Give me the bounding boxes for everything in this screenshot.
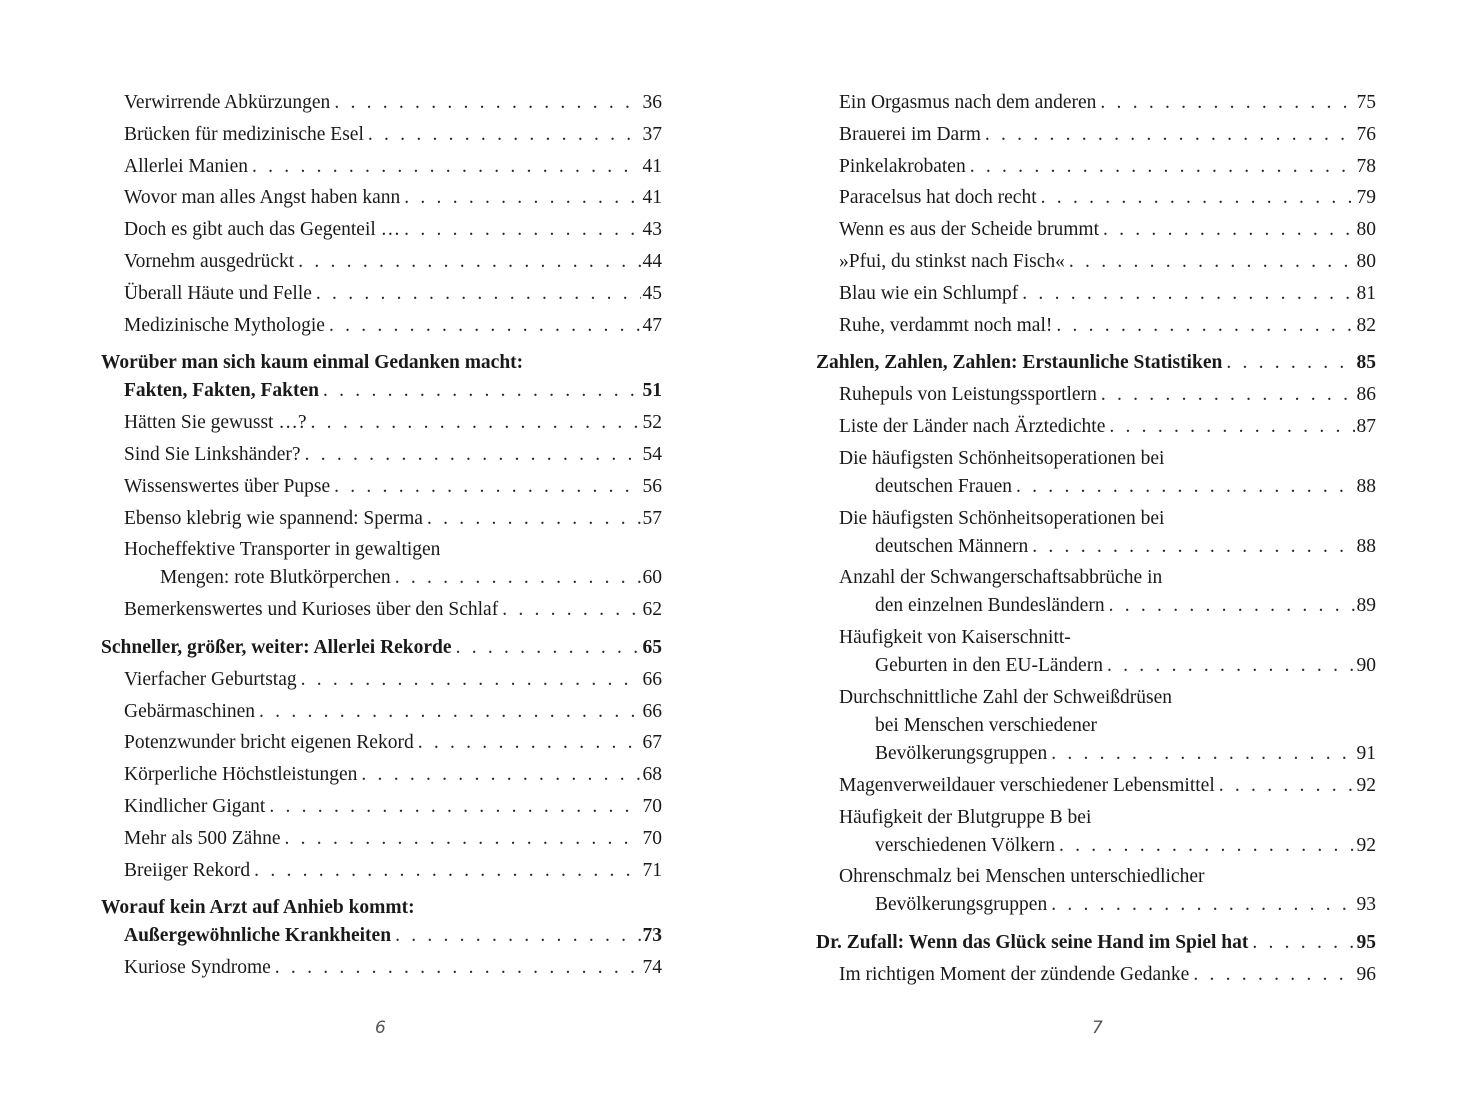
- toc-entry[interactable]: [816, 310, 1376, 342]
- toc-entry-title: verschiedenen Völkern: [875, 834, 1055, 856]
- toc-entry-title: Vornehm ausgedrückt: [124, 250, 295, 272]
- toc-entry-title: Häufigkeit der Blutgruppe B bei: [839, 806, 1092, 828]
- toc-entry[interactable]: [101, 87, 662, 119]
- toc-page-number: 57: [642, 507, 662, 529]
- dot-leader: [254, 855, 640, 887]
- toc-entry-title: Paracelsus hat doch recht: [839, 187, 1037, 209]
- toc-entry-title: Pinkelakrobaten: [839, 155, 966, 177]
- toc-entry-continuation[interactable]: [816, 650, 1376, 682]
- toc-entry-title: Ruhe, verdammt noch mal!: [839, 314, 1053, 336]
- dot-leader: [301, 664, 641, 696]
- dot-leader: [427, 503, 641, 535]
- toc-entry-title: Wenn es aus der Scheide brummt: [839, 219, 1099, 241]
- toc-page-number: 87: [1356, 415, 1376, 437]
- toc-entry-title: Mengen: rote Blutkörperchen: [160, 567, 391, 589]
- dot-leader: [368, 119, 641, 151]
- toc-entry-title: Kindlicher Gigant: [124, 795, 266, 817]
- toc-page-number: 73: [642, 925, 662, 947]
- toc-entry[interactable]: [816, 503, 1376, 531]
- toc-entry-title: Verwirrende Abkürzungen: [124, 92, 331, 113]
- toc-entry-title: Potenzwunder bricht eigenen Rekord: [124, 732, 414, 754]
- toc-entry-title: Breiiger Rekord: [124, 859, 251, 881]
- toc-entry-title: Körperliche Höchstleistungen: [124, 764, 358, 786]
- toc-entry[interactable]: [816, 682, 1376, 710]
- dot-leader: [334, 471, 640, 503]
- toc-entry[interactable]: [101, 534, 662, 562]
- toc-entry-title: Häufigkeit von Kaiserschnitt-: [839, 627, 1071, 649]
- toc-entry-title: Blau wie ein Schlumpf: [839, 282, 1019, 304]
- right-page: [738, 0, 1476, 1104]
- table-of-contents-right: [816, 87, 1376, 991]
- toc-entry-continuation[interactable]: [816, 531, 1376, 563]
- toc-page-number: 41: [642, 155, 662, 177]
- toc-page-number: 91: [1356, 742, 1376, 764]
- toc-entry-title: Wissenswertes über Pupse: [124, 475, 331, 497]
- dot-leader: [259, 696, 640, 728]
- toc-entry-title: Anzahl der Schwangerschaftsabbrüche in: [839, 567, 1163, 589]
- toc-entry[interactable]: [101, 791, 662, 823]
- toc-page-number: 96: [1356, 963, 1376, 985]
- toc-chapter-title: Zahlen, Zahlen, Zahlen: Erstaunliche Statistiken: [816, 352, 1223, 374]
- toc-entry-title: Allerlei Manien: [124, 155, 248, 177]
- toc-chapter-title: Fakten, Fakten, Fakten: [124, 380, 319, 402]
- toc-entry-title: Brauerei im Darm: [839, 123, 981, 145]
- dot-leader: [1059, 830, 1355, 862]
- toc-chapter-heading[interactable]: [101, 632, 662, 664]
- toc-entry-title: Im richtigen Moment der zündende Gedanke: [839, 963, 1190, 985]
- toc-page-number: 75: [1356, 92, 1376, 113]
- toc-entry-title: Magenverweildauer verschiedener Lebensmittel: [839, 774, 1215, 796]
- toc-entry[interactable]: [816, 959, 1376, 991]
- toc-entry-continuation[interactable]: [816, 590, 1376, 622]
- toc-page-number: 71: [642, 859, 662, 881]
- toc-page-number: 68: [642, 764, 662, 786]
- toc-chapter-title: Worauf kein Arzt auf Anhieb kommt:: [101, 897, 415, 919]
- dot-leader: [985, 119, 1355, 151]
- dot-leader: [1056, 310, 1354, 342]
- toc-chapter-heading[interactable]: [101, 375, 662, 407]
- dot-leader: [1100, 87, 1354, 119]
- dot-leader: [1032, 531, 1354, 563]
- toc-entry-title: deutschen Männern: [875, 535, 1029, 557]
- toc-entry-continuation[interactable]: [816, 710, 1376, 738]
- toc-entry-title: Bevölkerungsgruppen: [875, 894, 1048, 916]
- toc-page-number: 74: [642, 957, 662, 979]
- toc-entry-title: Ebenso klebrig wie spannend: Sperma: [124, 507, 423, 529]
- toc-chapter-title: Außergewöhnliche Krankheiten: [124, 925, 392, 947]
- dot-leader: [1103, 214, 1355, 246]
- toc-entry[interactable]: [101, 151, 662, 183]
- toc-page-number: 82: [1356, 314, 1376, 336]
- toc-entry[interactable]: [101, 727, 662, 759]
- toc-entry[interactable]: [101, 407, 662, 439]
- dot-leader: [1193, 959, 1354, 991]
- toc-entry[interactable]: [101, 439, 662, 471]
- dot-leader: [252, 151, 641, 183]
- toc-entry[interactable]: [101, 182, 662, 214]
- toc-entry-title: Geburten in den EU-Ländern: [875, 655, 1103, 677]
- toc-page-number: 80: [1356, 250, 1376, 272]
- dot-leader: [1252, 927, 1354, 959]
- toc-entry[interactable]: [816, 119, 1376, 151]
- toc-page-number: 51: [642, 380, 662, 402]
- dot-leader: [1101, 379, 1355, 411]
- dot-leader: [970, 151, 1355, 183]
- toc-entry[interactable]: [101, 471, 662, 503]
- dot-leader: [311, 407, 641, 439]
- dot-leader: [502, 594, 640, 626]
- toc-entry-title: Durchschnittliche Zahl der Schweißdrüsen: [839, 686, 1173, 708]
- toc-entry-title: Bevölkerungsgruppen: [875, 742, 1048, 764]
- toc-page-number: 81: [1356, 282, 1376, 304]
- toc-entry-title: Gebärmaschinen: [124, 700, 256, 722]
- toc-page-number: 36: [642, 92, 662, 113]
- dot-leader: [1109, 411, 1354, 443]
- toc-entry-title: bei Menschen verschiedener: [875, 714, 1097, 736]
- toc-chapter-title: Worüber man sich kaum einmal Gedanken macht:: [101, 352, 524, 374]
- toc-chapter-heading[interactable]: [101, 892, 662, 920]
- dot-leader: [1051, 738, 1354, 770]
- toc-entry[interactable]: [816, 861, 1376, 889]
- toc-entry[interactable]: [816, 151, 1376, 183]
- toc-page-number: 52: [642, 412, 662, 434]
- dot-leader: [275, 952, 641, 984]
- toc-chapter-heading[interactable]: [101, 347, 662, 375]
- toc-entry[interactable]: [101, 823, 662, 855]
- dot-leader: [305, 439, 641, 471]
- dot-leader: [1226, 347, 1354, 379]
- toc-page-number: 78: [1356, 155, 1376, 177]
- toc-entry-title: Bemerkenswertes und Kurioses über den Schlaf: [124, 599, 499, 621]
- dot-leader: [1107, 650, 1355, 682]
- toc-entry-title: Medizinische Mythologie: [124, 314, 325, 336]
- toc-entry[interactable]: [816, 443, 1376, 471]
- toc-page-number: 66: [642, 668, 662, 690]
- toc-page-number: 85: [1356, 352, 1376, 374]
- toc-entry-continuation[interactable]: [816, 889, 1376, 921]
- toc-page-number: 60: [642, 567, 662, 589]
- toc-page-number: 95: [1356, 932, 1376, 954]
- toc-entry-title: Ruhepuls von Leistungssportlern: [839, 384, 1097, 406]
- toc-entry[interactable]: [101, 246, 662, 278]
- dot-leader: [404, 214, 640, 246]
- page-number-right: 7: [1092, 1018, 1103, 1038]
- dot-leader: [1041, 182, 1355, 214]
- dot-leader: [316, 278, 641, 310]
- toc-entry-title: Ein Orgasmus nach dem anderen: [839, 92, 1097, 113]
- dot-leader: [1069, 246, 1355, 278]
- dot-leader: [334, 87, 640, 119]
- toc-entry[interactable]: [816, 770, 1376, 802]
- toc-page-number: 65: [642, 636, 662, 658]
- toc-entry-title: deutschen Frauen: [875, 475, 1012, 497]
- dot-leader: [1051, 889, 1354, 921]
- toc-entry[interactable]: [816, 214, 1376, 246]
- dot-leader: [1016, 471, 1355, 503]
- toc-page-number: 54: [642, 443, 662, 465]
- toc-entry-title: Kuriose Syndrome: [124, 957, 271, 979]
- toc-page-number: 62: [642, 599, 662, 621]
- toc-page-number: 37: [642, 123, 662, 145]
- toc-page-number: 86: [1356, 384, 1376, 406]
- toc-entry[interactable]: [101, 278, 662, 310]
- toc-page-number: 89: [1356, 595, 1376, 617]
- dot-leader: [1219, 770, 1355, 802]
- toc-chapter-title: Schneller, größer, weiter: Allerlei Rekorde: [101, 636, 452, 658]
- toc-page-number: 45: [642, 282, 662, 304]
- toc-entry-title: Hätten Sie gewusst …?: [124, 412, 307, 434]
- toc-entry[interactable]: [101, 855, 662, 887]
- table-of-contents-left: [101, 87, 662, 984]
- toc-entry-title: Hocheffektive Transporter in gewaltigen: [124, 539, 441, 561]
- toc-entry-title: Die häufigsten Schönheitsoperationen bei: [839, 447, 1165, 469]
- dot-leader: [404, 182, 640, 214]
- toc-entry-continuation[interactable]: [816, 738, 1376, 770]
- toc-page-number: 88: [1356, 535, 1376, 557]
- dot-leader: [418, 727, 641, 759]
- toc-page-number: 90: [1356, 655, 1376, 677]
- toc-page-number: 80: [1356, 219, 1376, 241]
- toc-entry-title: Sind Sie Linkshänder?: [124, 443, 301, 465]
- dot-leader: [323, 375, 641, 407]
- toc-page-number: 92: [1356, 774, 1376, 796]
- toc-entry[interactable]: [816, 379, 1376, 411]
- toc-entry-title: »Pfui, du stinkst nach Fisch«: [839, 250, 1065, 272]
- toc-entry-title: Mehr als 500 Zähne: [124, 827, 281, 849]
- toc-entry[interactable]: [816, 802, 1376, 830]
- toc-entry-title: Brücken für medizinische Esel: [124, 123, 364, 145]
- dot-leader: [395, 920, 640, 952]
- toc-page-number: 70: [642, 795, 662, 817]
- toc-entry[interactable]: [816, 622, 1376, 650]
- toc-entry[interactable]: [816, 278, 1376, 310]
- dot-leader: [329, 310, 641, 342]
- toc-entry[interactable]: [816, 411, 1376, 443]
- toc-page-number: 92: [1356, 834, 1376, 856]
- toc-entry[interactable]: [101, 503, 662, 535]
- toc-entry[interactable]: [101, 119, 662, 151]
- toc-page-number: 88: [1356, 475, 1376, 497]
- dot-leader: [361, 759, 640, 791]
- toc-page-number: 41: [642, 187, 662, 209]
- toc-entry-title: Vierfacher Geburtstag: [124, 668, 297, 690]
- toc-entry[interactable]: [101, 952, 662, 984]
- toc-entry[interactable]: [101, 759, 662, 791]
- dot-leader: [1022, 278, 1354, 310]
- toc-entry[interactable]: [101, 594, 662, 626]
- toc-entry-title: Wovor man alles Angst haben kann: [124, 187, 401, 209]
- toc-entry-title: Die häufigsten Schönheitsoperationen bei: [839, 507, 1165, 529]
- dot-leader: [269, 791, 640, 823]
- dot-leader: [298, 246, 640, 278]
- toc-entry-title: den einzelnen Bundesländern: [875, 595, 1105, 617]
- dot-leader: [285, 823, 641, 855]
- toc-entry[interactable]: [816, 87, 1376, 119]
- page-number-left: 6: [375, 1018, 386, 1038]
- toc-page-number: 56: [642, 475, 662, 497]
- toc-entry[interactable]: [101, 664, 662, 696]
- toc-chapter-heading[interactable]: [816, 347, 1376, 379]
- toc-entry-title: Liste der Länder nach Ärztedichte: [839, 415, 1106, 437]
- toc-entry-continuation[interactable]: [101, 562, 662, 594]
- toc-page-number: 76: [1356, 123, 1376, 145]
- toc-chapter-heading[interactable]: [101, 920, 662, 952]
- toc-page-number: 44: [642, 250, 662, 272]
- toc-entry[interactable]: [101, 696, 662, 728]
- toc-entry[interactable]: [816, 246, 1376, 278]
- toc-entry[interactable]: [101, 310, 662, 342]
- toc-page-number: 93: [1356, 894, 1376, 916]
- toc-entry[interactable]: [101, 214, 662, 246]
- toc-entry[interactable]: [816, 562, 1376, 590]
- toc-entry-title: Doch es gibt auch das Gegenteil …: [124, 219, 401, 241]
- toc-page-number: 67: [642, 732, 662, 754]
- toc-chapter-heading[interactable]: [816, 927, 1376, 959]
- dot-leader: [456, 632, 641, 664]
- toc-page-number: 66: [642, 700, 662, 722]
- toc-entry[interactable]: [816, 182, 1376, 214]
- toc-page-number: 47: [642, 314, 662, 336]
- toc-page-number: 43: [642, 219, 662, 241]
- toc-entry-continuation[interactable]: [816, 830, 1376, 862]
- dot-leader: [395, 562, 641, 594]
- toc-entry-title: Überall Häute und Felle: [124, 282, 312, 304]
- toc-entry-title: Ohrenschmalz bei Menschen unterschiedlicher: [839, 866, 1205, 888]
- toc-chapter-title: Dr. Zufall: Wenn das Glück seine Hand im Spiel hat: [816, 932, 1249, 954]
- dot-leader: [1109, 590, 1355, 622]
- toc-entry-continuation[interactable]: [816, 471, 1376, 503]
- toc-page-number: 79: [1356, 187, 1376, 209]
- toc-page-number: 70: [642, 827, 662, 849]
